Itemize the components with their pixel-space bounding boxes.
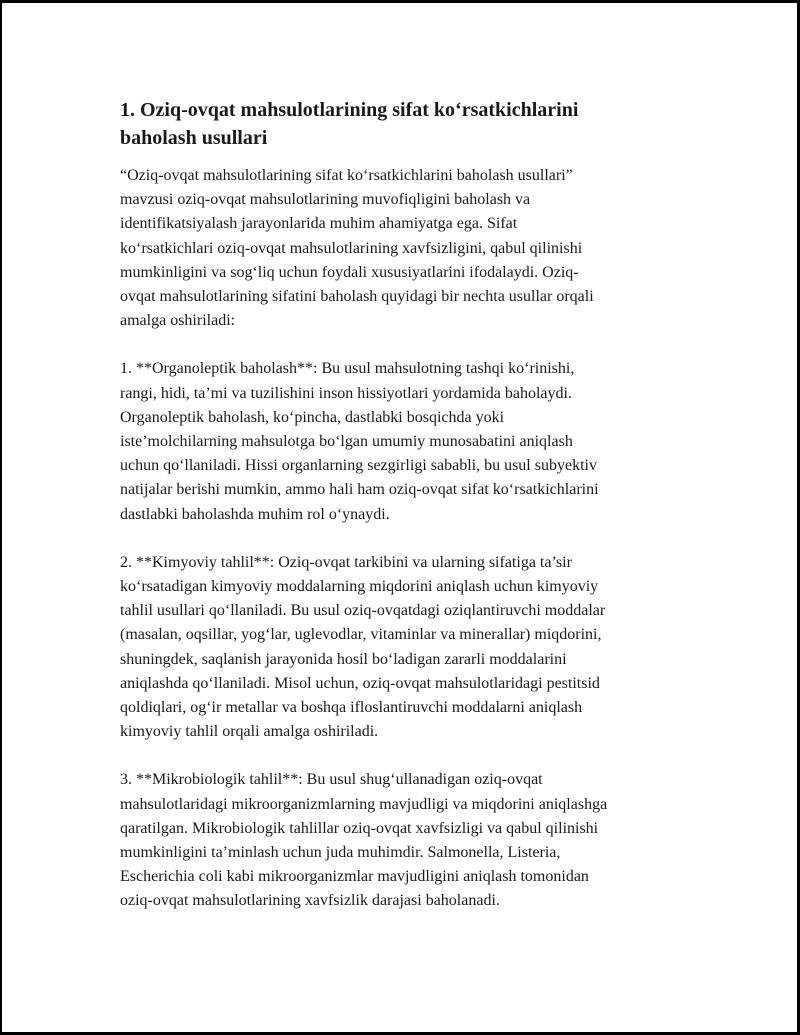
document-body bbox=[120, 96, 690, 938]
section-heading: 1. Oziq-ovqat mahsulotlarining sifat ko‘rsatkichlarini baholash usullari bbox=[120, 99, 579, 149]
chemical-analysis-paragraph: 2. **Kimyoviy tahlil**: Oziq-ovqat tarkibini va ularning sifatiga ta’sir ko‘rsatadigan kimyoviy moddalarning miqdorini aniqlash uchun kimyoviy tahlil usullari qo‘llaniladi. Bu usul oziq-ovqatdagi oziqlantiruvchi moddalar (masalan, oqsillar, yog‘lar, uglevodlar, vitaminlar va minerallar) miqdorini, shuningdek, saqlanish jarayonida hosil bo‘ladigan zararli moddalarini aniqlashda qo‘llaniladi. Misol uchun, oziq-ovqat mahsulotlaridagi pestitsid qoldiqlari, og‘ir metallar va boshqa ifloslantiruvchi moddalarni aniqlash kimyoviy tahlil orqali amalga oshiriladi. bbox=[120, 553, 606, 741]
microbiological-analysis-paragraph: 3. **Mikrobiologik tahlil**: Bu usul shug‘ullanadigan oziq-ovqat mahsulotlaridagi mikroorganizmlarning mavjudligi va miqdorini aniqlashga qaratilgan. Mikrobiologik tahlillar oziq-ovqat xavfsizligi va qabul qilinishi mumkinligini ta’minlash uchun juda muhimdir. Salmonella, Listeria, Escherichia coli kabi mikroorganizmlar mavjudligini aniqlash tomonidan oziq-ovqat mahsulotlarining xavfsizlik darajasi baholanadi. bbox=[120, 771, 608, 910]
intro-paragraph: “Oziq-ovqat mahsulotlarining sifat ko‘rsatkichlarini baholash usullari” mavzusi oziq-ovqat mahsulotlarining muvofiqligini baholash va identifikatsiyalash jarayonlarida muhim ahamiyatga ega. Sifat ko‘rsatkichlari oziq-ovqat mahsulotlarining xavfsizligini, qabul qilinishi mumkinligini va sog‘liq uchun foydali xususiyatlarini ifodalaydi. Oziq- ovqat mahsulotlarining sifatini baholash quyidagi bir nechta usullar orqali amalga oshiriladi: bbox=[120, 167, 594, 330]
organoleptic-paragraph: 1. **Organoleptik baholash**: Bu usul mahsulotning tashqi ko‘rinishi, rangi, hidi, ta’mi va tuzilishini inson hissiyotlari yordamida baholaydi. Organoleptik baholash, ko‘pincha, dastlabki bosqichda yoki iste’molchilarning mahsulotga bo‘lgan umumiy munosabatini aniqlash uchun qo‘llaniladi. Hissi organlarning sezgirligi sababli, bu usul subyektiv natijalar berishi mumkin, ammo hali ham oziq-ovqat sifat ko‘rsatkichlarini dastlabki baholashda muhim rol o‘ynaydi. bbox=[120, 360, 599, 523]
